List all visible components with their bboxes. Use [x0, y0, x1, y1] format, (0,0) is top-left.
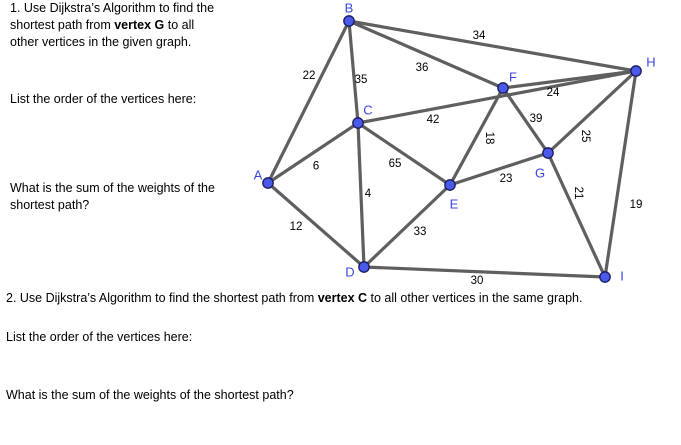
vertex-f [498, 83, 508, 93]
question-2-list-prompt: List the order of the vertices here: [6, 330, 193, 344]
vertex-e [445, 180, 455, 190]
edge-a-b [268, 21, 349, 183]
vertex-g [543, 148, 553, 158]
graph-vertex-labels [254, 1, 656, 284]
vertex-i [600, 272, 610, 282]
question-1-sum-line-1: What is the sum of the weights of the [10, 181, 215, 195]
edge-d-i [364, 267, 605, 277]
question-2-sum-prompt: What is the sum of the weights of the shortest path? [6, 388, 294, 402]
edge-d-e [364, 185, 450, 267]
question-2-line-post: to all other vertices in the same graph. [367, 291, 583, 305]
edge-weight-g-h: 25 [579, 129, 591, 143]
edge-b-h [349, 21, 636, 71]
question-2-start-vertex: vertex C [317, 291, 368, 305]
question-1-line-2-post: to all [164, 18, 195, 32]
vertex-label-d: D [345, 264, 355, 280]
question-1-line-1: 1. Use Dijkstra’s Algorithm to find the [10, 1, 215, 15]
vertex-label-c: C [363, 102, 373, 118]
edge-g-i [548, 153, 605, 277]
question-1-start-vertex: vertex G [114, 18, 165, 32]
edge-weight-a-b: 22 [302, 70, 316, 82]
vertex-c [353, 118, 363, 128]
vertex-label-f: F [509, 69, 517, 85]
question-1-line-2-pre: shortest path from [10, 18, 115, 32]
edge-weight-b-f: 36 [415, 62, 429, 74]
edge-f-h [503, 71, 636, 88]
question-1-line-3: other vertices in the given graph. [10, 35, 192, 49]
question-2-line-pre: 2. Use Dijkstra’s Algorithm to find the shortest path from [6, 291, 318, 305]
vertex-label-h: H [646, 54, 656, 70]
edge-b-c [349, 21, 358, 123]
edge-weight-b-c: 35 [354, 74, 368, 86]
vertex-label-g: G [534, 165, 546, 181]
edge-weight-d-i: 30 [470, 275, 484, 287]
question-1-sum-line-2: shortest path? [10, 198, 90, 212]
edge-h-i [605, 71, 636, 277]
edge-weight-e-g: 23 [499, 173, 513, 185]
edge-g-h [548, 71, 636, 153]
graph-edges [268, 21, 636, 277]
vertex-b [344, 16, 354, 26]
vertex-label-e: E [449, 196, 459, 212]
edge-c-d [358, 123, 364, 267]
vertex-label-i: I [620, 268, 624, 284]
edge-weight-c-e: 65 [388, 158, 402, 170]
edge-weight-d-e: 33 [413, 226, 427, 238]
edge-weight-g-i: 21 [572, 186, 584, 200]
edge-weight-c-h: 42 [426, 114, 440, 126]
edge-weight-e-f: 18 [483, 131, 495, 145]
edge-weight-a-d: 12 [289, 221, 303, 233]
vertex-a [263, 178, 273, 188]
edge-weight-a-c: 9 [312, 158, 320, 170]
edge-weight-c-d: 4 [364, 188, 372, 200]
edge-weight-f-g: 39 [529, 113, 543, 125]
edge-a-d [268, 183, 364, 267]
edge-weight-h-i: 19 [629, 199, 643, 211]
edge-weight-b-h: 34 [472, 30, 486, 42]
edge-weight-f-h: 24 [546, 87, 560, 99]
vertex-label-a: A [253, 167, 263, 183]
vertex-label-b: B [344, 0, 354, 16]
edge-c-e [358, 123, 450, 185]
question-1-list-prompt: List the order of the vertices here: [10, 92, 197, 106]
vertex-d [359, 262, 369, 272]
vertex-h [631, 66, 641, 76]
